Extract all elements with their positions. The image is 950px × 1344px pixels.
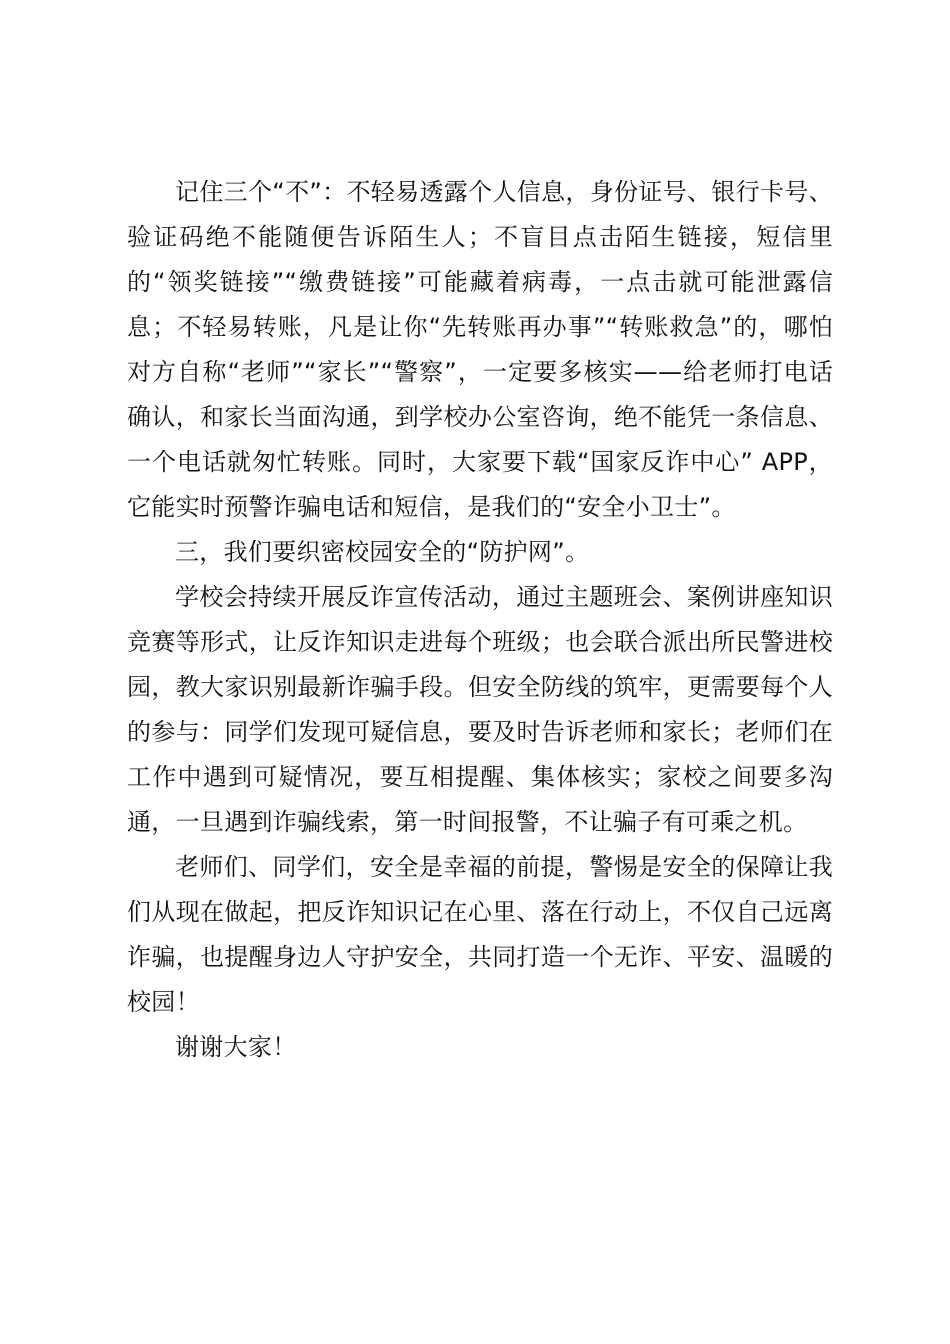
paragraph-thanks: 谢谢大家！ [175,1033,297,1061]
paragraph-three-nos: 记住三个“不”：不轻易透露个人信息，身份证号、银行卡号、验证码绝不能随便告诉陌生人；不盲目点击陌生链接，短信里的“领奖链接”“缴费链接”可能藏着病毒，一点击就可能泄露信息；不轻易转账，凡是让你“先转账再办事”“转账救急”的，哪怕对方自称“老师”“家长”“警察”，一定要多核实——给老师打电话确认，和家长当面沟通，到学校办公室咨询，绝不能凭一条信息、一个电话就匆忙转账。同时，大家要下载“国家反诈中心” APP，它能实时预警诈骗电话和短信，是我们的“安全小卫士”。 [127,178,833,521]
paragraph-section-three-heading: 三，我们要织密校园安全的“防护网”。 [175,538,590,566]
paragraph-closing-appeal: 老师们、同学们，安全是幸福的前提，警惕是安全的保障让我们从现在做起，把反诈知识记在心里、落在行动上，不仅自己远离诈骗，也提醒身边人守护安全，共同打造一个无诈、平安、温暖的校园！ [127,853,833,1016]
document-body [127,170,833,1070]
paragraph-school-measures: 学校会持续开展反诈宣传活动，通过主题班会、案例讲座知识竞赛等形式，让反诈知识走进每个班级；也会联合派出所民警进校园，教大家识别最新诈骗手段。但安全防线的筑牢，更需要每个人的参与：同学们发现可疑信息，要及时告诉老师和家长；老师们在工作中遇到可疑情况，要互相提醒、集体核实；家校之间要多沟通，一旦遇到诈骗线索，第一时间报警，不让骗子有可乘之机。 [127,583,833,836]
